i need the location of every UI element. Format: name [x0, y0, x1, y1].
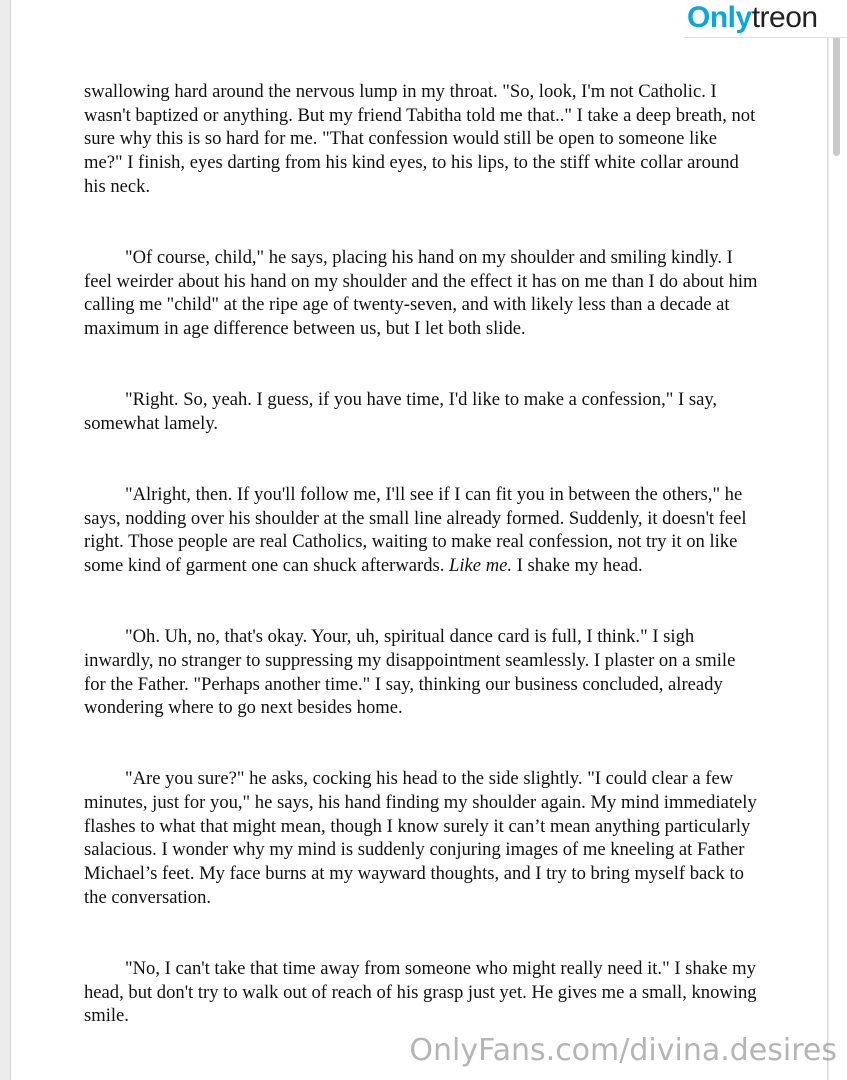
scrollbar-thumb[interactable]: [833, 32, 840, 156]
brand-logo: [684, 0, 847, 38]
paragraph-2: "Of course, child," he says, placing his hand on my shoulder and smiling kindly. I feel weirder about his hand on my shoulder and the effect it has on me than I do about him calling me "child" at the ripe age of twenty-seven, and with likely less than a decade at maximum in age difference between us, but I let both slide.: [84, 246, 758, 340]
paragraph-7: "No, I can't take that time away from someone who might really need it." I shake my head, but don't try to walk out of reach of his grasp just yet. He gives me a small, knowing smile.: [84, 957, 757, 1027]
brand-logo-treon: treon: [751, 1, 818, 34]
document-body: [84, 80, 760, 1075]
paragraph-3: "Right. So, yeah. I guess, if you have time, I'd like to make a confession," I say, somewhat lamely.: [84, 389, 718, 434]
paragraph-6: "Are you sure?" he asks, cocking his head to the side slightly. "I could clear a few minutes, just for you," he says, his hand finding my shoulder again. My mind immediately flashes to what that might mean, though I know surely it can’t mean anything particularly salacious. I wonder why my mind is suddenly conjuring images of me kneeling at Father Michael’s feet. My face burns at my wayward thoughts, and I try to bring myself back to the conversation.: [84, 768, 757, 908]
paragraph-4-text: "Alright, then. If you'll follow me, I'll see if I can fit you in between the others," he says, nodding over his shoulder at the small line already formed. Suddenly, it doesn't feel right. Those people are real Catholics, waiting to make real confession, not try it on like some kind of garment one can shuck afterwards.: [84, 483, 747, 577]
paragraph-4: [84, 483, 760, 578]
scrollbar-track[interactable]: [829, 0, 847, 1080]
paragraph-4-tail: I shake my head.: [512, 555, 643, 577]
watermark-text: OnlyFans.com/divina.desires: [409, 1033, 837, 1068]
paragraph-1: swallowing hard around the nervous lump in my throat. "So, look, I'm not Catholic. I wasn't baptized or anything. But my friend Tabitha told me that.." I take a deep breath, not sure why this is so hard for me. "That confession would still be open to someone like me?" I finish, eyes darting from his kind eyes, to his lips, to the stiff white collar around his neck.: [84, 81, 756, 197]
paragraph-4-italic: Like me.: [449, 555, 513, 577]
paragraph-5: "Oh. Uh, no, that's okay. Your, uh, spiritual dance card is full, I think." I sigh inwardly, no stranger to suppressing my disappointment seamlessly. I plaster on a smile for the Father. "Perhaps another time." I say, thinking our business concluded, already wondering where to go next besides home.: [84, 626, 736, 719]
brand-logo-only: Only: [687, 1, 752, 34]
document-page: [10, 0, 828, 1080]
